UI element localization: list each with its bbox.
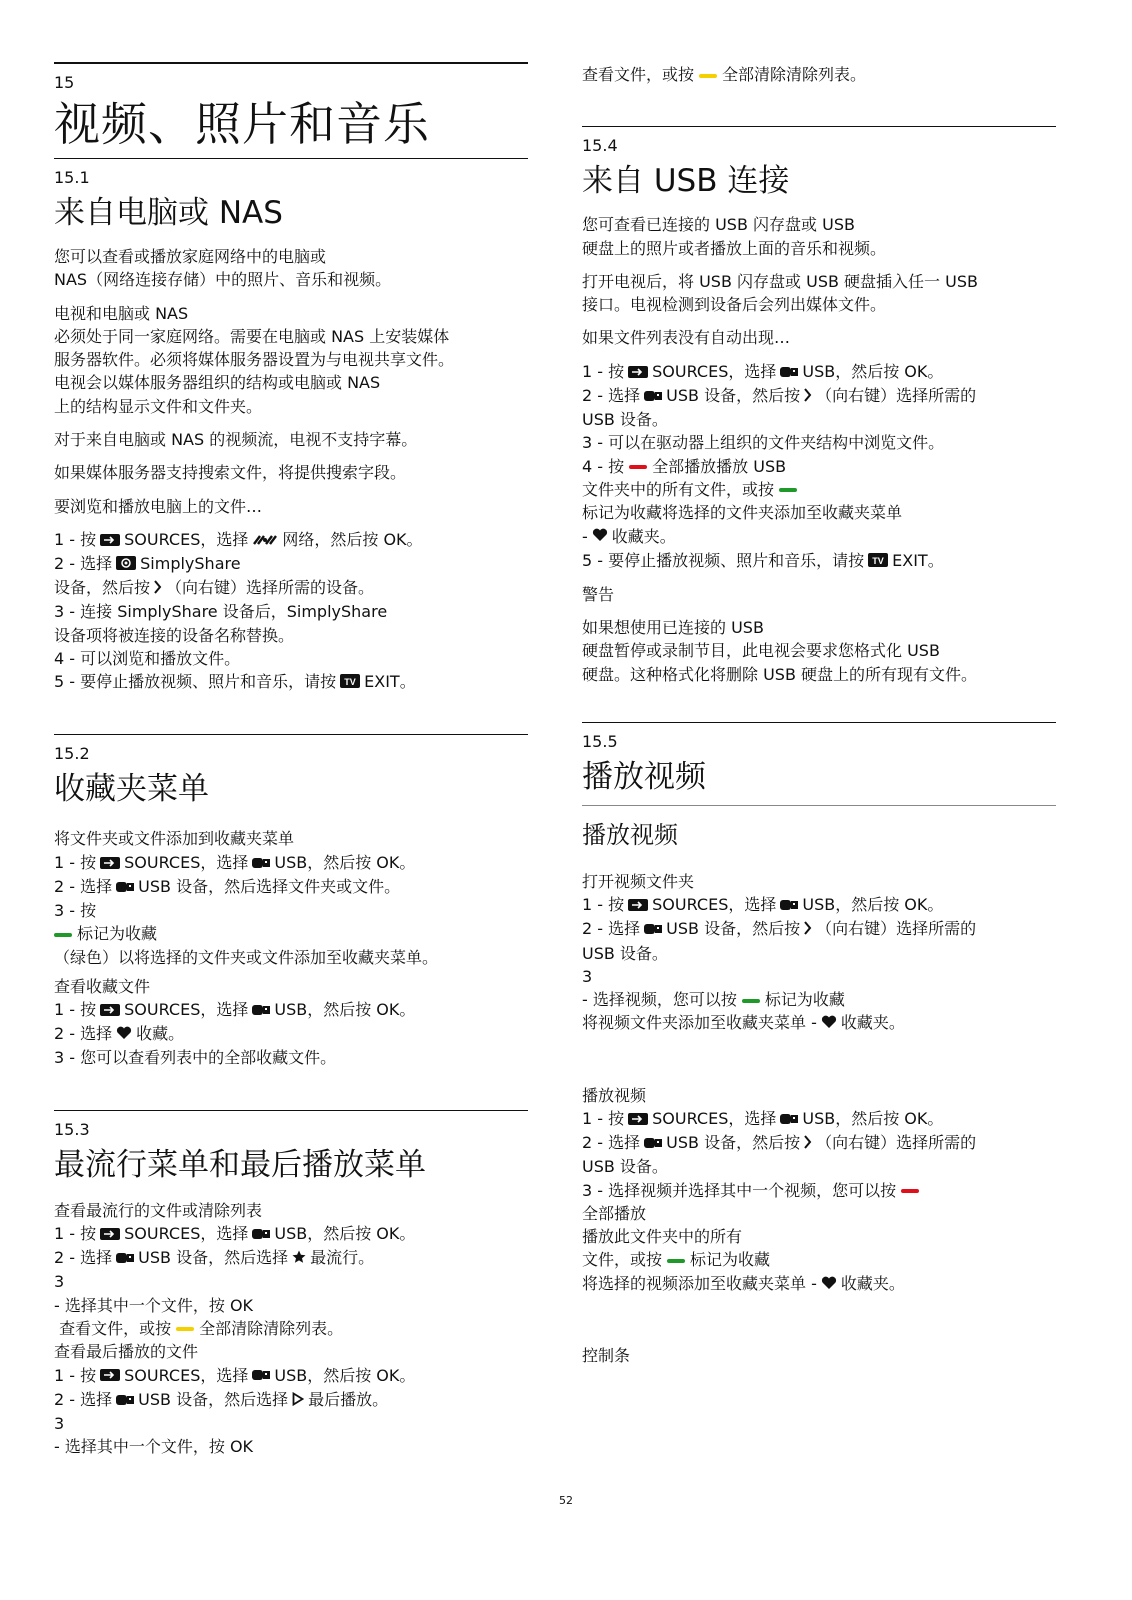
section-rule <box>582 126 1056 127</box>
green-button-icon <box>779 488 797 492</box>
heart-icon <box>821 1273 837 1296</box>
steps: 1 - 按 SOURCES，选择 网络，然后按 OK。 2 - 选择 SimplyShare 设备，然后按 （向右键）选择所需的设备。 3 - 连接 SimplyShare 设备后，SimplyShare 设备项将被连接的设备名称替换。 4 - 可以浏览和播放文件。 5 - 要停止播放视频、照片和音乐，请按 TV EXIT。 <box>54 528 528 694</box>
heart-icon <box>821 1012 837 1035</box>
red-button-icon <box>629 465 647 469</box>
page-number: 52 <box>559 1494 573 1507</box>
usb-icon <box>780 1108 798 1131</box>
paragraph: 打开电视后，将 USB 闪存盘或 USB 硬盘插入任一 USB 接口。电视检测到设备后会列出媒体文件。 <box>582 271 978 315</box>
section-rule <box>54 734 528 735</box>
section-number: 15.3 <box>54 1119 90 1139</box>
yellow-button-icon <box>176 1327 194 1331</box>
yellow-button-icon <box>699 74 717 78</box>
sources-icon <box>100 999 120 1022</box>
usb-icon <box>644 1132 662 1155</box>
steps: 查看最流行的文件或清除列表 1 - 按 SOURCES，选择 USB，然后按 OK。 2 - 选择 USB 设备，然后选择 最流行。 3 - 选择其中一个文件，按 OK 查看文件，或按 全部清除清除列表。 查看最后播放的文件 1 - 按 SOURCES，选择 USB，然后按 OK。 2 - 选择 USB 设备，然后选择 最后播放。 3 - 选择其中一个文件，按 OK <box>54 1200 416 1457</box>
section-title: 来自电脑或 NAS <box>54 195 283 231</box>
paragraph: 如果媒体服务器支持搜索文件，将提供搜索字段。 <box>54 463 407 483</box>
sources-icon <box>628 894 648 917</box>
paragraph: 电视和电脑或 NAS 必须处于同一家庭网络。需要在电脑或 NAS 上安装媒体 服务器软件。必须将媒体服务器设置为与电视共享文件。 电视会以媒体服务器组织的结构或电脑或 NAS 上的结构显示文件和文件夹。 <box>54 303 455 416</box>
sources-icon <box>100 852 120 875</box>
section-rule <box>582 722 1056 723</box>
chapter-rule <box>54 62 528 64</box>
svg-text:TV: TV <box>872 555 884 566</box>
section-number: 15.2 <box>54 744 90 764</box>
usb-icon <box>780 361 798 384</box>
subsection-rule <box>582 805 1056 806</box>
paragraph: 要浏览和播放电脑上的文件… <box>54 496 263 516</box>
section-title: 来自 USB 连接 <box>582 163 790 200</box>
usb-icon <box>252 852 270 875</box>
play-outline-icon <box>292 1389 304 1412</box>
continued-text: 查看文件，或按 全部清除清除列表。 <box>582 65 867 84</box>
paragraph: 您可查看已连接的 USB 闪存盘或 USB 硬盘上的照片或者播放上面的音乐和视频。 <box>582 215 887 258</box>
paragraph: 如果文件列表没有自动出现… <box>582 328 791 348</box>
warning-heading: 警告 <box>582 584 615 604</box>
usb-icon <box>644 385 662 408</box>
section-title: 收藏夹菜单 <box>54 771 209 808</box>
simplyshare-icon <box>116 553 136 576</box>
usb-icon <box>252 1223 270 1246</box>
steps: 1 - 按 SOURCES，选择 USB，然后按 OK。 2 - 选择 USB 设备，然后按 （向右键）选择所需的 USB 设备。 3 - 可以在驱动器上组织的文件夹结构中浏览文件。 4 - 按 全部播放播放 USB 文件夹中的所有文件，或按 标记为收藏将选择的文件夹添加至收藏夹菜单 - 收藏夹。 5 - 要停止播放视频、照片和音乐，请按 TV EXIT。 <box>582 360 1056 573</box>
network-icon <box>252 529 278 552</box>
chevron-right-icon <box>804 385 812 408</box>
usb-icon <box>644 918 662 941</box>
paragraph: 您可以查看或播放家庭网络中的电脑或 NAS（网络连接存储）中的照片、音乐和视频。 <box>54 247 392 290</box>
section-title: 播放视频 <box>582 759 706 796</box>
usb-icon <box>116 1247 134 1270</box>
paragraph: 对于来自电脑或 NAS 的视频流，电视不支持字幕。 <box>54 430 418 450</box>
svg-text:TV: TV <box>344 677 356 688</box>
warning-paragraph: 如果想使用已连接的 USB 硬盘暂停或录制节目，此电视会要求您格式化 USB 硬盘。这种格式化将删除 USB 硬盘上的所有现有文件。 <box>582 618 978 684</box>
subsection-title: 播放视频 <box>582 821 678 850</box>
section-number: 15.1 <box>54 168 90 187</box>
usb-icon <box>780 894 798 917</box>
right-column <box>582 63 1056 1377</box>
section-rule <box>54 158 528 159</box>
sources-icon <box>628 361 648 384</box>
chevron-right-icon <box>804 1132 812 1155</box>
sources-icon <box>100 529 120 552</box>
star-icon <box>292 1247 306 1270</box>
red-button-icon <box>901 1189 919 1193</box>
sources-icon <box>100 1223 120 1246</box>
steps: 播放视频 1 - 按 SOURCES，选择 USB，然后按 OK。 2 - 选择 USB 设备，然后按 （向右键）选择所需的 USB 设备。 3 - 选择视频并选择其中一个视频，您可以按 全部播放 播放此文件夹中的所有 文件，或按 标记为收藏 将选择的视频添加至收藏夹菜单 - 收藏夹。 <box>582 1084 1056 1296</box>
section-title: 最流行菜单和最后播放菜单 <box>54 1146 426 1183</box>
heart-icon <box>116 1023 132 1046</box>
tv-icon <box>868 550 888 573</box>
usb-icon <box>252 999 270 1022</box>
chapter-title: 视频、照片和音乐 <box>54 97 430 151</box>
section-number: 15.4 <box>582 136 618 156</box>
green-button-icon <box>54 933 72 937</box>
usb-icon <box>116 1389 134 1412</box>
usb-icon <box>252 1364 270 1387</box>
tv-icon <box>340 671 360 694</box>
subheading: 控制条 <box>582 1345 631 1365</box>
left-column <box>54 62 528 1458</box>
section-number: 15.5 <box>582 732 618 752</box>
green-button-icon <box>742 999 760 1003</box>
chapter-number: 15 <box>54 73 75 92</box>
steps: 将文件夹或文件添加到收藏夹菜单 1 - 按 SOURCES，选择 USB，然后按 OK。 2 - 选择 USB 设备，然后选择文件夹或文件。 3 - 按 标记为收藏 （绿色）以将选择的文件夹或文件添加至收藏夹菜单。 查看收藏文件 1 - 按 SOURCES，选择 USB，然后按 OK。 2 - 选择 收藏。 3 - 您可以查看列表中的全部收藏文件。 <box>54 829 439 1068</box>
section-rule <box>54 1110 528 1111</box>
chevron-right-icon <box>154 577 162 600</box>
sources-icon <box>100 1364 120 1387</box>
usb-icon <box>116 876 134 899</box>
chevron-right-icon <box>804 918 812 941</box>
steps: 打开视频文件夹 1 - 按 SOURCES，选择 USB，然后按 OK。 2 - 选择 USB 设备，然后按 （向右键）选择所需的 USB 设备。 3 - 选择视频，您可以按 标记为收藏 将视频文件夹添加至收藏夹菜单 - 收藏夹。 <box>582 870 1056 1036</box>
green-button-icon <box>667 1259 685 1263</box>
heart-icon <box>592 525 608 548</box>
sources-icon <box>628 1108 648 1131</box>
